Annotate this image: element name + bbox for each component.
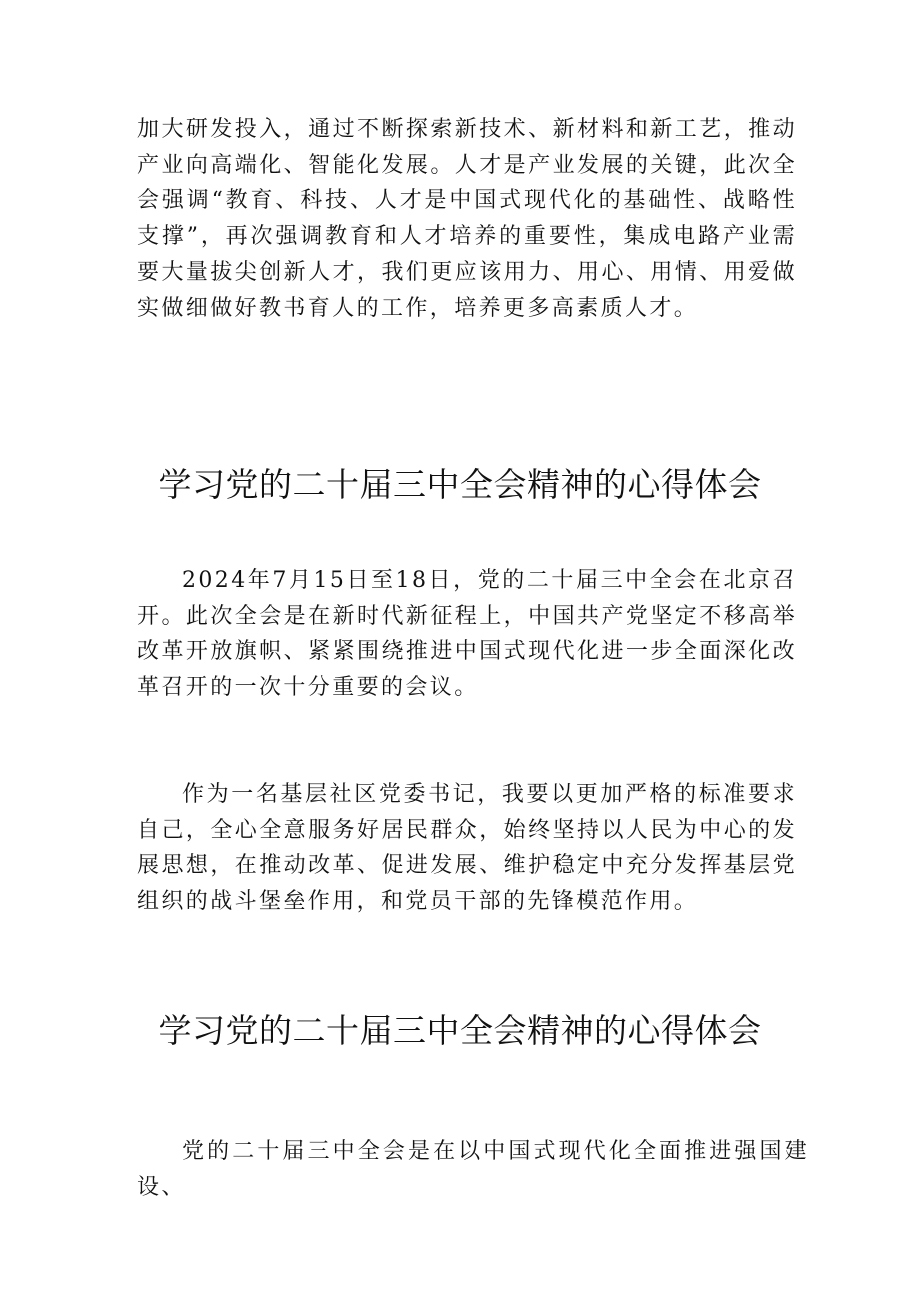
body-paragraph: 2024年7月15日至18日，党的二十届三中全会在北京召开。此次全会是在新时代新征程上，中国共产党坚定不移高举改革开放旗帜、紧紧围绕推进中国式现代化进一步全面深化改革召开的一次十分重要的会议。	[137, 568, 797, 701]
section-heading: 学习党的二十届三中全会精神的心得体会	[158, 1011, 762, 1050]
body-paragraph: 作为一名基层社区党委书记，我要以更加严格的标准要求自己，全心全意服务好居民群众，始终坚持以人民为中心的发展思想，在推动改革、促进发展、维护稳定中充分发挥基层党组织的战斗堡垒作用，和党员干部的先锋模范作用。	[137, 782, 797, 915]
body-paragraph: 党的二十届三中全会是在以中国式现代化全面推进强国建设、	[137, 1139, 809, 1200]
section-heading: 学习党的二十届三中全会精神的心得体会	[158, 465, 762, 504]
body-paragraph: 加大研发投入，通过不断探索新技术、新材料和新工艺，推动产业向高端化、智能化发展。人才是产业发展的关键，此次全会强调“教育、科技、人才是中国式现代化的基础性、战略性支撑”，再次强调教育和人才培养的重要性，集成电路产业需要大量拔尖创新人才，我们更应该用力、用心、用情、用爱做实做细做好教书育人的工作，培养更多高素质人才。	[137, 117, 797, 321]
